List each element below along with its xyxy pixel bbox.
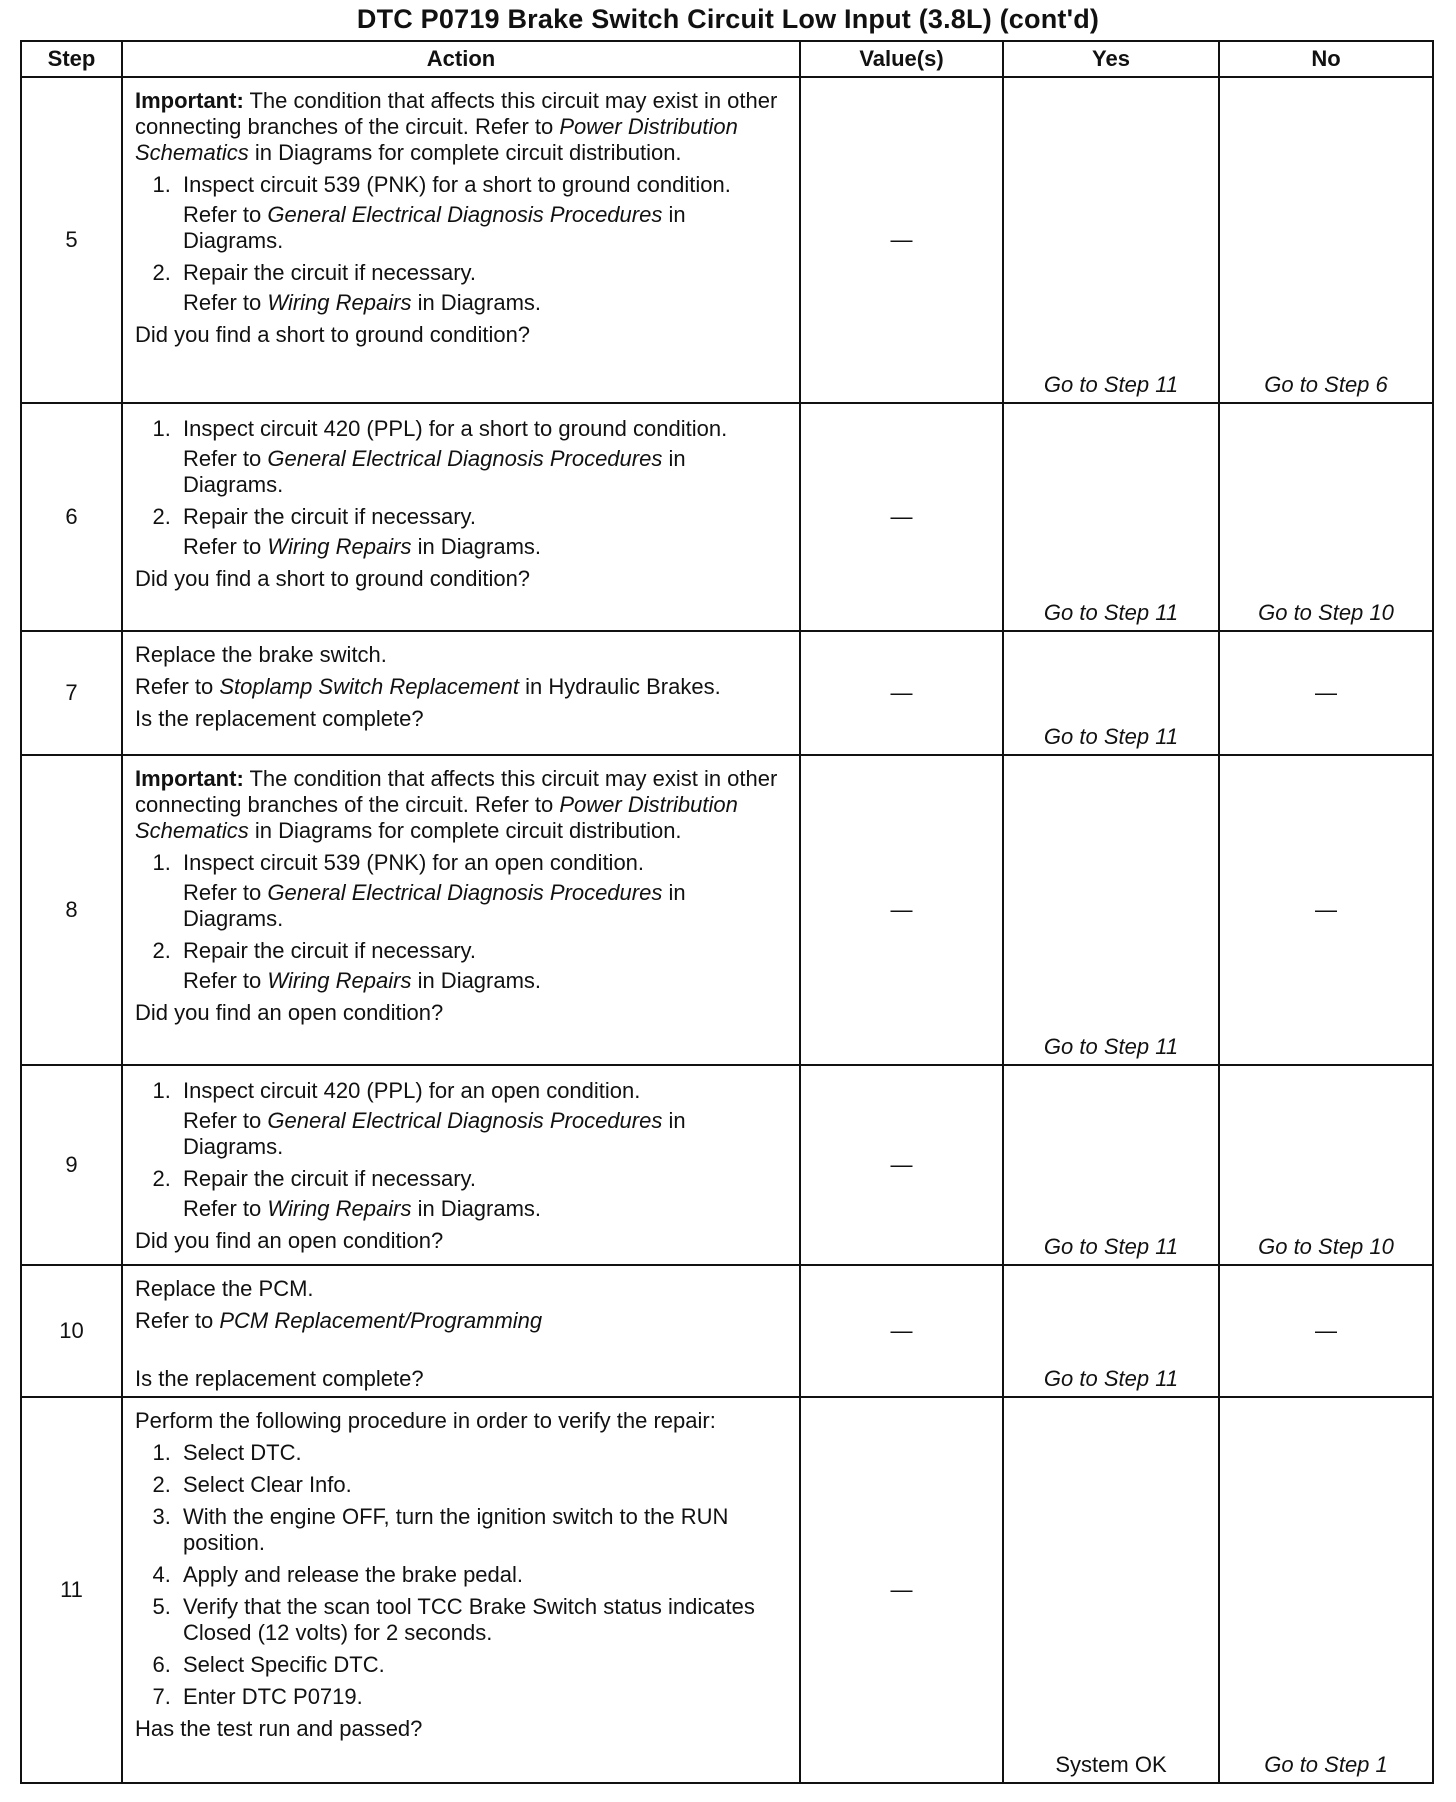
header-no: No [1219, 41, 1433, 77]
yes-action: Go to Step 11 [1003, 755, 1219, 1065]
action-cell [122, 77, 800, 403]
important-note: Important: The condition that affects this circuit may exist in other connecting branches of the circuit. Refer to Power Distribution Schematics in Diagrams for complete circuit distribution. [135, 88, 778, 165]
value-cell: — [800, 1265, 1003, 1397]
table-row-step-5 [21, 77, 1433, 403]
header-step: Step [21, 41, 122, 77]
important-note: Important: The condition that affects this circuit may exist in other connecting branches of the circuit. Refer to Power Distribution Schematics in Diagrams for complete circuit distribution. [135, 766, 778, 843]
instruction: Perform the following procedure in order to verify the repair: [135, 1408, 716, 1433]
table-row-step-7 [21, 631, 1433, 755]
table-row-step-8 [21, 755, 1433, 1065]
no-action: Go to Step 1 [1219, 1397, 1433, 1783]
action-cell [122, 631, 800, 755]
list-item: 1. Inspect circuit 420 (PPL) for an open condition. Refer to General Electrical Diagnosis Procedures in Diagrams. [177, 1078, 791, 1160]
list-item: 2. Select Clear Info. [177, 1472, 791, 1498]
list-item: 2. Repair the circuit if necessary. Refer to Wiring Repairs in Diagrams. [177, 1166, 791, 1222]
reference: Refer to General Electrical Diagnosis Procedures in Diagrams. [183, 1108, 686, 1159]
no-action: Go to Step 10 [1219, 403, 1433, 631]
header-yes: Yes [1003, 41, 1219, 77]
question: Is the replacement complete? [135, 1366, 424, 1391]
yes-action: Go to Step 11 [1003, 77, 1219, 403]
no-action: — [1219, 755, 1433, 1065]
instruction: Replace the PCM. [135, 1276, 314, 1301]
yes-action: Go to Step 11 [1003, 403, 1219, 631]
header-row [21, 41, 1433, 77]
yes-action: Go to Step 11 [1003, 1065, 1219, 1265]
procedure-list [135, 416, 791, 560]
page-title: DTC P0719 Brake Switch Circuit Low Input (3.8L) (cont'd) [356, 4, 1100, 34]
list-item: 4. Apply and release the brake pedal. [177, 1562, 791, 1588]
procedure-list [135, 1440, 791, 1710]
question: Did you find a short to ground condition? [135, 322, 531, 347]
reference: Refer to General Electrical Diagnosis Procedures in Diagrams. [183, 202, 686, 253]
value-cell: — [800, 1065, 1003, 1265]
list-item: 1. Inspect circuit 539 (PNK) for a short to ground condition. Refer to General Electrical Diagnosis Procedures in Diagrams. [177, 172, 791, 254]
list-item: 6. Select Specific DTC. [177, 1652, 791, 1678]
yes-action: Go to Step 11 [1003, 1265, 1219, 1397]
diagnostic-table [20, 40, 1434, 1784]
list-item: 2. Repair the circuit if necessary. Refer to Wiring Repairs in Diagrams. [177, 504, 791, 560]
reference: Refer to PCM Replacement/Programming [135, 1308, 543, 1333]
step-number: 11 [21, 1397, 122, 1783]
procedure-list [135, 172, 791, 316]
no-action: — [1219, 1265, 1433, 1397]
step-number: 6 [21, 403, 122, 631]
table-row-step-6 [21, 403, 1433, 631]
list-item: 2. Repair the circuit if necessary. Refer to Wiring Repairs in Diagrams. [177, 938, 791, 994]
table-row-step-11 [21, 1397, 1433, 1783]
question: Did you find an open condition? [135, 1228, 444, 1253]
question: Is the replacement complete? [135, 706, 424, 731]
question: Did you find an open condition? [135, 1000, 444, 1025]
no-action: Go to Step 10 [1219, 1065, 1433, 1265]
value-cell: — [800, 403, 1003, 631]
reference: Refer to Wiring Repairs in Diagrams. [183, 290, 542, 315]
question: Did you find a short to ground condition? [135, 566, 531, 591]
procedure-list [135, 850, 791, 994]
step-number: 10 [21, 1265, 122, 1397]
action-cell [122, 1065, 800, 1265]
no-action: Go to Step 6 [1219, 77, 1433, 403]
step-number: 9 [21, 1065, 122, 1265]
instruction: Replace the brake switch. [135, 642, 387, 667]
value-cell: — [800, 1397, 1003, 1783]
reference: Refer to General Electrical Diagnosis Procedures in Diagrams. [183, 446, 686, 497]
reference: Refer to Wiring Repairs in Diagrams. [183, 534, 542, 559]
list-item: 1. Inspect circuit 539 (PNK) for an open condition. Refer to General Electrical Diagnosis Procedures in Diagrams. [177, 850, 791, 932]
table-row-step-9 [21, 1065, 1433, 1265]
list-item: 7. Enter DTC P0719. [177, 1684, 791, 1710]
value-cell: — [800, 755, 1003, 1065]
question: Has the test run and passed? [135, 1716, 423, 1741]
step-number: 5 [21, 77, 122, 403]
list-item: 1. Inspect circuit 420 (PPL) for a short to ground condition. Refer to General Electrical Diagnosis Procedures in Diagrams. [177, 416, 791, 498]
header-action: Action [122, 41, 800, 77]
action-cell [122, 1397, 800, 1783]
value-cell: — [800, 631, 1003, 755]
step-number: 8 [21, 755, 122, 1065]
list-item: 5. Verify that the scan tool TCC Brake Switch status indicates Closed (12 volts) for 2 seconds. [177, 1594, 791, 1646]
header-values: Value(s) [800, 41, 1003, 77]
reference: Refer to Wiring Repairs in Diagrams. [183, 968, 542, 993]
list-item: 1. Select DTC. [177, 1440, 791, 1466]
list-item: 2. Repair the circuit if necessary. Refer to Wiring Repairs in Diagrams. [177, 260, 791, 316]
no-action: — [1219, 631, 1433, 755]
procedure-list [135, 1078, 791, 1222]
action-cell [122, 403, 800, 631]
yes-action: System OK [1003, 1397, 1219, 1783]
reference: Refer to General Electrical Diagnosis Procedures in Diagrams. [183, 880, 686, 931]
action-cell [122, 755, 800, 1065]
action-cell [122, 1265, 800, 1397]
table-row-step-10 [21, 1265, 1433, 1397]
value-cell: — [800, 77, 1003, 403]
step-number: 7 [21, 631, 122, 755]
yes-action: Go to Step 11 [1003, 631, 1219, 755]
reference: Refer to Wiring Repairs in Diagrams. [183, 1196, 542, 1221]
list-item: 3. With the engine OFF, turn the ignition switch to the RUN position. [177, 1504, 791, 1556]
reference: Refer to Stoplamp Switch Replacement in Hydraulic Brakes. [135, 674, 721, 699]
